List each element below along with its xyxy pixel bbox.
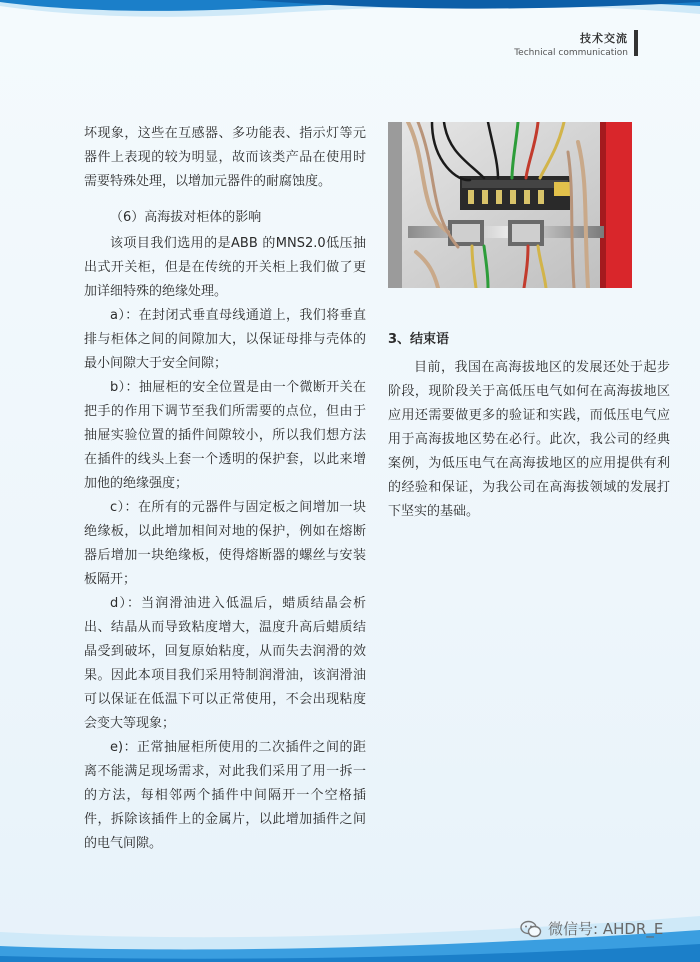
cabinet-wiring-photo xyxy=(388,122,632,288)
paragraph-conclusion: 目前，我国在高海拔地区的发展还处于起步阶段，现阶段关于高低压电气如何在高海拔地区应用还需要做更多的验证和实践，而低压电气应用于高海拔地区势在必行。此次，我公司的经典案例，为低压电气在高海拔地区的应用提供有利的经验和保证，为我公司在高海拔领域的发展打下坚实的基础。 xyxy=(388,360,670,519)
paragraph-item-c: c）：在所有的元器件与固定板之间增加一块绝缘板，以此增加相间对地的保护，例如在熔断器后增加一块绝缘板，使得熔断器的螺丝与安装板隔开； xyxy=(84,500,366,587)
paragraph-item-b: b）：抽屉柜的安全位置是由一个微断开关在把手的作用下调节至我们所需要的点位，但由于抽屉实验位置的插件间隙较小，所以我们想方法在插件的线头上套一个透明的保护套，以此来增加他的绝缘强度； xyxy=(84,380,366,491)
sub-heading-6: （6）高海拔对柜体的影响 xyxy=(110,210,262,225)
paragraph-left-1: 坏现象，这些在互感器、多功能表、指示灯等元器件上表现的较为明显，故而该类产品在使用时需要特殊处理，以增加元器件的耐腐蚀度。 xyxy=(84,126,366,189)
paragraph-left-2: 该项目我们选用的是ABB 的MNS2.0低压抽出式开关柜，但是在传统的开关柜上我们做了更加详细特殊的绝缘处理。 xyxy=(84,236,366,299)
cabinet-wiring-illustration xyxy=(388,122,632,288)
wechat-id-text: 微信号: AHDR_E xyxy=(548,920,664,938)
wechat-watermark xyxy=(520,918,663,939)
header-divider xyxy=(634,30,638,56)
paragraph-item-e: e)：正常抽屉柜所使用的二次插件之间的距离不能满足现场需求，对此我们采用了用一拆一的方法，每相邻两个插件中间隔开一个空格插件，拆除该插件上的金属片，以此增加插件之间的电气间隙。 xyxy=(84,740,366,851)
header-title-en: Technical communication xyxy=(514,48,628,58)
header-title-cn: 技术交流 xyxy=(580,32,628,45)
left-column xyxy=(84,122,366,856)
paragraph-item-d: d）：当润滑油进入低温后，蜡质结晶会析出、结晶从而导致粘度增大，温度升高后蜡质结晶受到破坏，回复原始粘度，从而失去润滑的效果。因此本项目我们采用特制润滑油，该润滑油可以保证在低温下可以正常使用，不会出现粘度会变大等现象； xyxy=(84,596,366,731)
paragraph-item-a: a）：在封闭式垂直母线通道上，我们将垂直排与柜体之间的间隙加大，以保证母排与壳体的最小间隙大于安全间隙； xyxy=(84,308,366,371)
header xyxy=(514,30,628,58)
right-column xyxy=(388,328,670,524)
wechat-icon xyxy=(520,920,542,938)
section-title-conclusion: 3、结束语 xyxy=(388,332,450,347)
